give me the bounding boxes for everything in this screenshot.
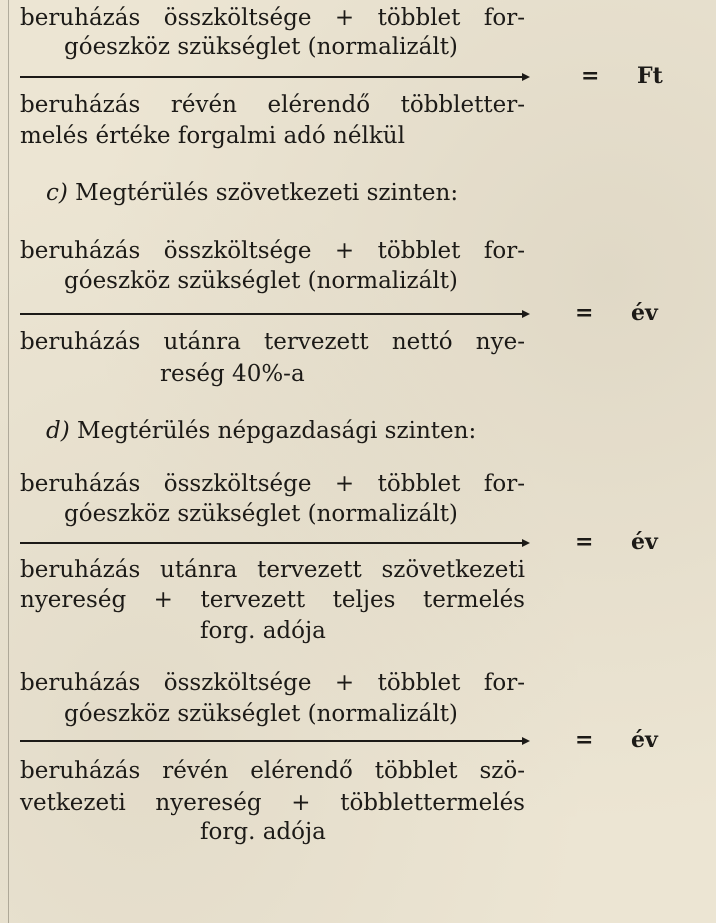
section-d-title: Megtérülés népgazdasági szinten: bbox=[77, 418, 477, 444]
denominator-line-1: beruházás utánra tervezett szövetkezeti bbox=[20, 557, 525, 583]
unit-label: év bbox=[631, 727, 658, 753]
denominator-line-3: forg. adója bbox=[200, 819, 326, 845]
numerator-line-1: beruházás összköltsége + többlet for- bbox=[20, 5, 525, 31]
denominator-line-2: melés értéke forgalmi adó nélkül bbox=[20, 123, 405, 149]
denominator-line-2: reség 40%-a bbox=[160, 361, 305, 387]
section-c-heading bbox=[46, 179, 458, 207]
equals-sign: = bbox=[581, 63, 600, 89]
numerator-line-1: beruházás összköltsége + többlet for- bbox=[20, 670, 525, 696]
equals-sign: = bbox=[575, 727, 594, 753]
numerator-line-2: góeszköz szükséglet (normalizált) bbox=[64, 34, 458, 60]
section-d-heading bbox=[46, 417, 476, 445]
denominator-line-1: beruházás utánra tervezett nettó nye- bbox=[20, 329, 525, 355]
equals-sign: = bbox=[575, 529, 594, 555]
numerator-line-2: góeszköz szükséglet (normalizált) bbox=[64, 501, 458, 527]
fraction-bar bbox=[20, 76, 528, 78]
page-margin-line bbox=[8, 0, 9, 923]
numerator-line-1: beruházás összköltsége + többlet for- bbox=[20, 471, 525, 497]
numerator-line-1: beruházás összköltsége + többlet for- bbox=[20, 238, 525, 264]
fraction-bar bbox=[20, 542, 528, 544]
denominator-line-3: forg. adója bbox=[200, 618, 326, 644]
unit-label: Ft bbox=[637, 63, 663, 89]
section-d-letter: d) bbox=[46, 418, 70, 444]
denominator-line-2: nyereség + tervezett teljes termelés bbox=[20, 587, 525, 613]
section-c-letter: c) bbox=[46, 180, 68, 206]
denominator-line-1: beruházás révén elérendő többlet szö- bbox=[20, 758, 525, 784]
numerator-line-2: góeszköz szükséglet (normalizált) bbox=[64, 268, 458, 294]
denominator-line-2: vetkezeti nyereség + többlettermelés bbox=[20, 790, 525, 816]
fraction-bar bbox=[20, 740, 528, 742]
denominator-line-1: beruházás révén elérendő többletter- bbox=[20, 92, 525, 118]
numerator-line-2: góeszköz szükséglet (normalizált) bbox=[64, 701, 458, 727]
unit-label: év bbox=[631, 529, 658, 555]
equals-sign: = bbox=[575, 300, 594, 326]
section-c-title: Megtérülés szövetkezeti szinten: bbox=[75, 180, 459, 206]
fraction-bar bbox=[20, 313, 528, 315]
unit-label: év bbox=[631, 300, 658, 326]
